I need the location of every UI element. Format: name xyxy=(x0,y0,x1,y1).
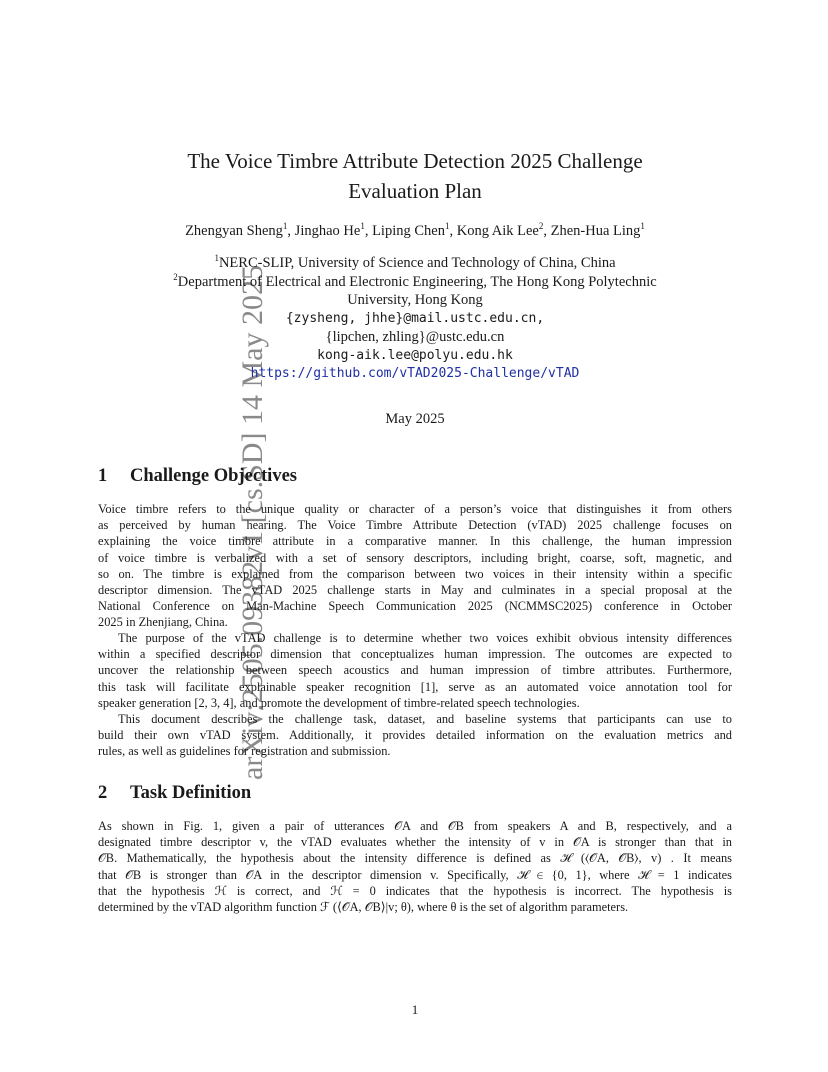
affiliation-2-cont: University, Hong Kong xyxy=(347,292,483,308)
section-title: Task Definition xyxy=(130,783,252,803)
affiliation-2 xyxy=(98,273,732,292)
text-line: designated timbre descriptor v, the vTAD evaluates whether the intensity of v in 𝒪A is stronger than that in xyxy=(98,835,732,850)
text-line: This document describes the challenge task, dataset, and baseline systems that participants can use to xyxy=(118,712,732,726)
author-affil-mark: 2 xyxy=(538,221,544,232)
title-line-1: The Voice Timbre Attribute Detection 2025 Challenge xyxy=(187,149,643,173)
arxiv-id: arXiv:2505.09382v1 [cs.SD] 14 May 2025 xyxy=(236,265,269,780)
text-line: build their own vTAD system. Additionally, it provides detailed information on the evaluation metrics and xyxy=(98,728,732,743)
text-line: rules, as well as guidelines for registration and submission. xyxy=(98,744,391,759)
author-affil-mark: 1 xyxy=(640,221,645,232)
author-affil-mark: 1 xyxy=(282,221,288,232)
text-line: As shown in Fig. 1, given a pair of utterances 𝒪A and 𝒪B from speakers A and B, respectively, and a xyxy=(98,819,732,833)
text-line: National Conference on Man-Machine Speech Communication 2025 (NCMMSC2025) conference in October xyxy=(98,599,732,614)
email-line-3: kong-aik.lee@polyu.edu.hk xyxy=(317,347,513,363)
affiliations xyxy=(98,254,732,384)
affil-mark: 1 xyxy=(214,253,219,264)
author-name: Zhengyan Sheng xyxy=(185,223,283,239)
text-line: explaining the voice timbre attribute in a comparative manner. In this challenge, the human impression xyxy=(98,534,732,549)
text-line: of voice timbre is verbalized with a set of sensory descriptors, including bright, coarse, soft, magnetic, and xyxy=(98,550,732,565)
affiliation-2-text: Department of Electrical and Electronic Engineering, The Hong Kong Polytechnic xyxy=(177,273,657,290)
section-heading-2 xyxy=(98,783,251,804)
text-line: so on. The timbre is explained from the comparison between two voices in their intensity within a specific xyxy=(98,566,732,581)
section-heading-1 xyxy=(98,466,297,487)
author-affil-mark: 1 xyxy=(444,221,450,232)
github-link[interactable]: https://github.com/vTAD2025-Challenge/vTAD xyxy=(250,366,580,381)
paper-title xyxy=(98,146,732,206)
text-line: as perceived by human hearing. The Voice Timbre Attribute Detection (vTAD) 2025 challenge focuses on xyxy=(98,518,732,533)
text-line: 𝒪B. Mathematically, the hypothesis about the intensity difference is defined as ℋ (⟨𝒪A, 𝒪B⟩, v) . It means xyxy=(98,851,732,866)
section1-paragraph-1 xyxy=(98,501,732,631)
section1-paragraph-2 xyxy=(98,630,732,711)
text-line: descriptor dimension. The vTAD 2025 challenge starts in May and culminates in a special proposal at the xyxy=(98,583,732,598)
affiliation-1 xyxy=(98,254,732,273)
section-title: Challenge Objectives xyxy=(130,466,297,486)
author-affil-mark: 1 xyxy=(360,221,365,232)
publication-date: May 2025 xyxy=(385,411,445,427)
section-number: 1 xyxy=(98,466,108,486)
email-line-1: {zysheng, jhhe}@mail.ustc.edu.cn, xyxy=(285,310,545,326)
text-line: this task will facilitate explainable speaker recognition [1], serve as an automated voice annotation tool for xyxy=(98,679,732,694)
text-line: that the hypothesis ℋ is correct, and ℋ = 0 indicates that the hypothesis is incorrect. The hypothesis is xyxy=(98,883,732,898)
affil-mark: 2 xyxy=(173,271,178,282)
author-name: Zhen-Hua Ling xyxy=(550,223,641,239)
email-line-2: {lipchen, zhling}@ustc.edu.cn xyxy=(325,329,505,345)
author-name: Jinghao He xyxy=(294,223,361,239)
section1-paragraph-3 xyxy=(98,711,732,760)
text-line: Voice timbre refers to the unique quality or character of a person’s voice that distinguishes it from others xyxy=(98,502,732,516)
text-line: determined by the vTAD algorithm function ℱ (⟨𝒪A, 𝒪B⟩|v; θ), where θ is the set of algorithm parameters. xyxy=(98,900,629,915)
author-name: Kong Aik Lee xyxy=(456,223,539,239)
affiliation-1-text: NERC-SLIP, University of Science and Technology of China, China xyxy=(218,255,616,271)
text-line: within a specified descriptor dimension that conceptualizes human impression. The outcomes are expected to xyxy=(98,647,732,662)
section-number: 2 xyxy=(98,783,108,803)
page-number: 1 xyxy=(411,1002,419,1017)
text-line: 2025 in Zhenjiang, China. xyxy=(98,615,228,630)
text-line: that 𝒪B is stronger than 𝒪A in the descriptor dimension v. Specifically, ℋ ∈ {0, 1}, where ℋ = 1 indicates xyxy=(98,867,732,882)
title-line-2: Evaluation Plan xyxy=(348,179,482,203)
text-line: The purpose of the vTAD challenge is to determine whether two voices exhibit obvious intensity differences xyxy=(118,631,732,645)
section2-paragraph-1 xyxy=(98,818,732,915)
author-list: Zhengyan Sheng$^1$, Jinghao He$^1$, Liping Chen$^1$, Kong Aik Lee$^2$, Zhen-Hua Ling$^1$ xyxy=(185,221,645,239)
text-line: speaker generation [2, 3, 4], and promote the development of timbre-related speech technologies. xyxy=(98,695,580,710)
author-name: Liping Chen xyxy=(372,223,445,239)
text-line: uncover the relationship between speech acoustics and human impression of timbre attributes. Furthermore, xyxy=(98,663,732,678)
